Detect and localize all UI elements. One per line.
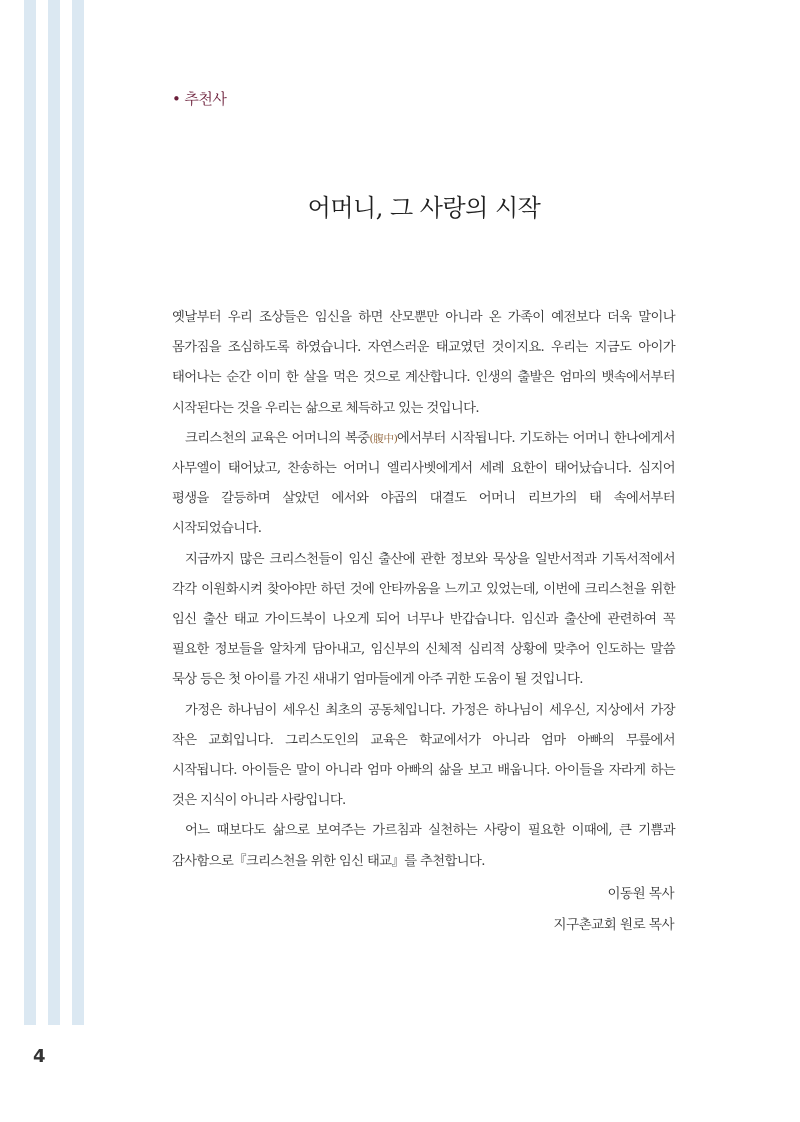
paragraph-3: 지금까지 많은 크리스천들이 임신 출산에 관한 정보와 묵상을 일반서적과 기독서적에서 각각 이원화시켜 찾아야만 하던 것에 안타까움을 느끼고 있었는데, 이번에 크리스천을 위한 임신 출산 태교 가이드북이 나오게 되어 너무나 반갑습니다. 임신과 출산에 관련하여 꼭 필요한 정보들을 알차게 담아내고, 임신부의 신체적 심리적 상황에 맞추어 인도하는 말씀 묵상 등은 첫 아이를 가진 새내기 엄마들에게 아주 귀한 도움이 될 것입니다. <box>172 551 675 688</box>
paragraph-2-before: 크리스천의 교육은 어머니의 복중 <box>185 430 370 446</box>
section-label-text: 추천사 <box>184 90 227 108</box>
paragraph-2 <box>172 424 675 545</box>
section-label <box>172 88 226 109</box>
page-number: 4 <box>33 1046 46 1067</box>
decorative-stripe-2 <box>48 0 60 1025</box>
bullet-icon: • <box>172 90 181 108</box>
page-title: 어머니, 그 사랑의 시작 <box>307 194 541 222</box>
decorative-stripe-1 <box>24 0 36 1025</box>
paragraph-4: 가정은 하나님이 세우신 최초의 공동체입니다. 가정은 하나님이 세우신, 지상에서 가장 작은 교회입니다. 그리스도인의 교육은 학교에서가 아니라 엄마 아빠의 무릎에서 시작됩니다. 아이들은 말이 아니라 엄마 아빠의 삶을 보고 배웁니다. 아이들을 자라게 하는 것은 지식이 아니라 사랑입니다. <box>172 702 675 809</box>
decorative-stripe-3 <box>72 0 84 1025</box>
body-text <box>172 303 675 877</box>
signature-name: 이동원 목사 <box>607 886 674 902</box>
hanja-annotation: (腹中) <box>369 432 397 445</box>
paragraph-2-after: 에서부터 시작됩니다. 기도하는 어머니 한나에게서 사무엘이 태어났고, 찬송하는 어머니 엘리사벳에게서 세례 요한이 태어났습니다. 심지어 평생을 갈등하며 살았던 에서와 야곱의 대결도 어머니 리브가의 태 속에서부터 시작되었습니다. <box>172 430 675 537</box>
paragraph-1: 옛날부터 우리 조상들은 임신을 하면 산모뿐만 아니라 온 가족이 예전보다 더욱 말이나 몸가짐을 조심하도록 하였습니다. 자연스러운 태교였던 것이지요. 우리는 지금도 아이가 태어나는 순간 이미 한 살을 먹은 것으로 계산합니다. 인생의 출발은 엄마의 뱃속에서부터 시작된다는 것을 우리는 삶으로 체득하고 있는 것입니다. <box>172 310 675 416</box>
paragraph-5: 어느 때보다도 삶으로 보여주는 가르침과 실천하는 사랑이 필요한 이때에, 큰 기쁨과 감사함으로『크리스천을 위한 임신 태교』를 추천합니다. <box>172 823 675 869</box>
signature-role: 지구촌교회 원로 목사 <box>553 917 674 933</box>
